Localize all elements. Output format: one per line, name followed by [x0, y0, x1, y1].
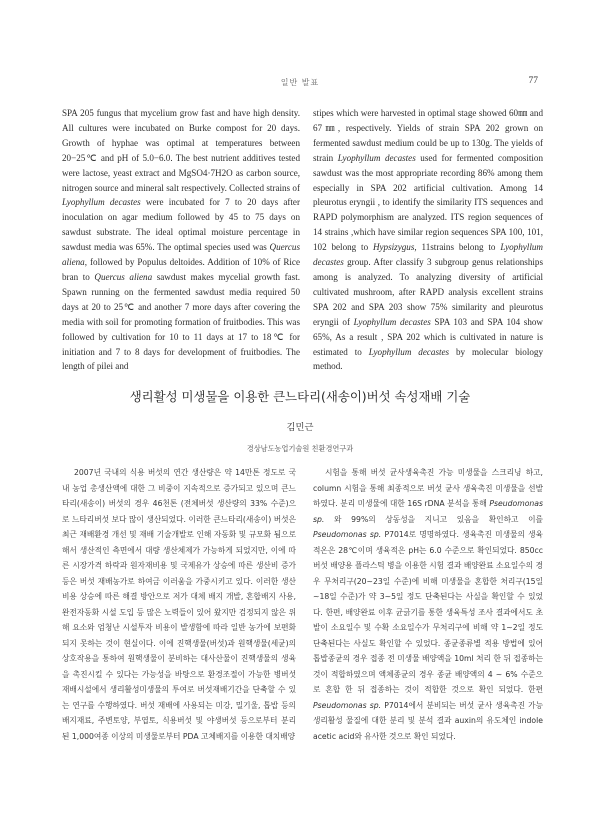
- running-head: [0, 77, 600, 91]
- english-abstract-right-column: [313, 106, 543, 374]
- page-number: 77: [528, 76, 538, 86]
- english-abstract-left-text: SPA 205 fungus that mycelium grow fast and have high density. All cultures were incubated on Burke compost for 20 days. Growth of hyphae was optimal at temperatures between 20−25℃ and pH of 5.0−6.0. The best nutrient additives tested were lactose, yeast extract and MgSO4·7H2O as carbon source, nitrogen source and mineral salt respectively. Collected strains of Lyophyllum decastes were incubated for 7 to 20 days after inoculation on agar medium followed by 45 to 75 days on sawdust substrate. The ideal optimal moisture percentage in sawdust media was 65%. The optimal species used was Quercus aliena, followed by Populus deltoides. Addition of 10% of Rice bran to Quercus aliena sawdust makes mycelial growth fast. Spawn running on the fermented sawdust media required 50 days at 20 to 25℃ and another 7 more days after covering the media with soil for promoting formation of fruitbodies. This was followed by cultivation for 10 to 11 days at 17 to 18℃ for initiation and 7 to 8 days for development of fruitbodies. The length of pilei and: [62, 108, 300, 372]
- korean-body-right-text: 시험을 통해 버섯 균사생육촉진 가능 미생물을 스크리닝 하고, column 시험을 통해 최종적으로 버섯 균사 생육촉진 미생물을 선발하였다. 분리 미생물에 대한 16S rDNA 분석을 통해 Pseudomonas sp. 와 99%의 상동성을 지니고 있음을 확인하고 이를 Pseudomonas sp. P7014로 명명하였다. 생육촉진 미생물의 생육적온은 28℃이며 생육적은 pH는 6.0 수준으로 확인되었다. 850cc 버섯 배양용 플라스틱 병을 이용한 시험 결과 배양완료 소요일수의 경우 무처리구(20~23일 수준)에 비해 미생물을 혼합한 처리구(15일~18일 수준)가 약 3~5일 정도 단축된다는 사실을 확인할 수 있었다. 한편, 배양완료 이후 균긁기를 통한 생육특성 조사 결과에서도 초발이 소요일수 및 수확 소요일수가 무처리구에 비해 약 1~2일 정도 단축된다는 사실도 확인할 수 있었다. 종균종류별 적용 방법에 있어 톱밥종균의 경우 접종 전 미생물 배양액을 10ml 처리 한 뒤 접종하는 것이 적합하였으며 액체종균의 경우 종균 배양액의 4 ~ 6% 수준으로 혼합 한 뒤 접종하는 것이 적합한 것으로 확인 되었다. 한편 Pseudomonas sp. P7014에서 분비되는 버섯 균사 생육촉진 가능 생리활성 물질에 대한 분리 및 분석 결과 auxin의 유도체인 indole acetic acid와 유사한 것으로 확인 되었다.: [313, 468, 543, 741]
- article-title: 생리활성 미생물을 이용한 큰느타리(새송이)버섯 속성재배 기술: [129, 389, 471, 404]
- korean-body-left-text: 2007년 국내의 식용 버섯의 연간 생산량은 약 14만톤 정도로 국내 농업 총생산액에 대한 그 비중이 지속적으로 증가되고 있으며 큰느타리(새송이) 버섯의 경우 46천톤 (전체버섯 생산량의 33% 수준)으로 느타리버섯 보다 많이 생산되었다. 이러한 큰느타리(새송이) 버섯은 최근 재배환경 개선 및 재배 기술개발로 인해 자동화 및 규모화 됨으로 해서 생산적인 측면에서 대량 생산체제가 가능하게 되었지만, 이에 따른 시장가격 하락과 원자재비용 및 국제유가 상승에 따른 생산비 증가 등은 버섯 재배농가로 하여금 이러움을 가중시키고 있다. 이러한 생산비용 상승에 따른 해결 방안으로 저가 대체 배지 개발, 혼합배지 사용, 완전자동화 시설 도입 등 많은 노력들이 있어 왔지만 검정되지 않은 위해 요소와 엄청난 시설투자 비용이 발생함에 따라 일반 농가에 보편화되지 못하는 것이 현실이다. 이에 진핵생물(버섯)과 원핵생물(세균)의 상호작용을 통하여 원핵생물이 분비하는 대사산물이 진핵생물의 생육을 촉진시킬 수 있다는 가능성을 바탕으로 환경조절이 가능한 병버섯 재배시설에서 생리활성미생물의 투여로 버섯재배기간을 단축할 수 있는 연구를 수행하였다. 버섯 재배에 사용되는 미강, 밀기울, 톱밥 등의 배지재료, 주변토양, 부엽토, 식용버섯 및 야생버섯 등으로부터 분리 된 1,000여종 이상의 미생물로부터 PDA 고체배지를 이용한 대치배양: [62, 468, 296, 741]
- english-abstract-right-text: stipes which were harvested in optimal stage showed 60㎜ and 67㎜, respectively. Yields of strain SPA 202 grown on fermented sawdust medium could be up to 130g. The yields of strain Lyophyllum decastes used for fermented composition sawdust was the most appropriate recording 86% among them especially in SPA 202 artificial cultivation. Among 14 pleurotus eryngii , to identify the similarity ITS sequences and RAPD polymorphism are analyzed. ITS region sequences of 14 strains ,which have similar region sequences SPA 100, 101, 102 belong to Hypsizygus, 11strains belong to Lyophyllum decastes group. After classify 3 subgroup genus relationships among is analyzed. To analyzing diversity of artificial cultivated mushroom, after RAPD analysis excellent strains SPA 202 and SPA 203 show 75% similarity and pleurotus eryngii of Lyophyllum decastes SPA 103 and SPA 104 show 65%, As a result , SPA 202 which is cultivated in nature is estimated to Lyophyllum decastes by molecular biology method.: [313, 108, 544, 372]
- article-author: 김민근: [286, 422, 314, 433]
- english-abstract-left-column: [62, 106, 300, 374]
- article-affiliation: 경상남도농업기술원 친환경연구과: [246, 444, 354, 453]
- korean-body-left-column: [62, 465, 296, 744]
- korean-body-right-column: [313, 465, 543, 744]
- running-title: 일반 발표: [280, 78, 320, 87]
